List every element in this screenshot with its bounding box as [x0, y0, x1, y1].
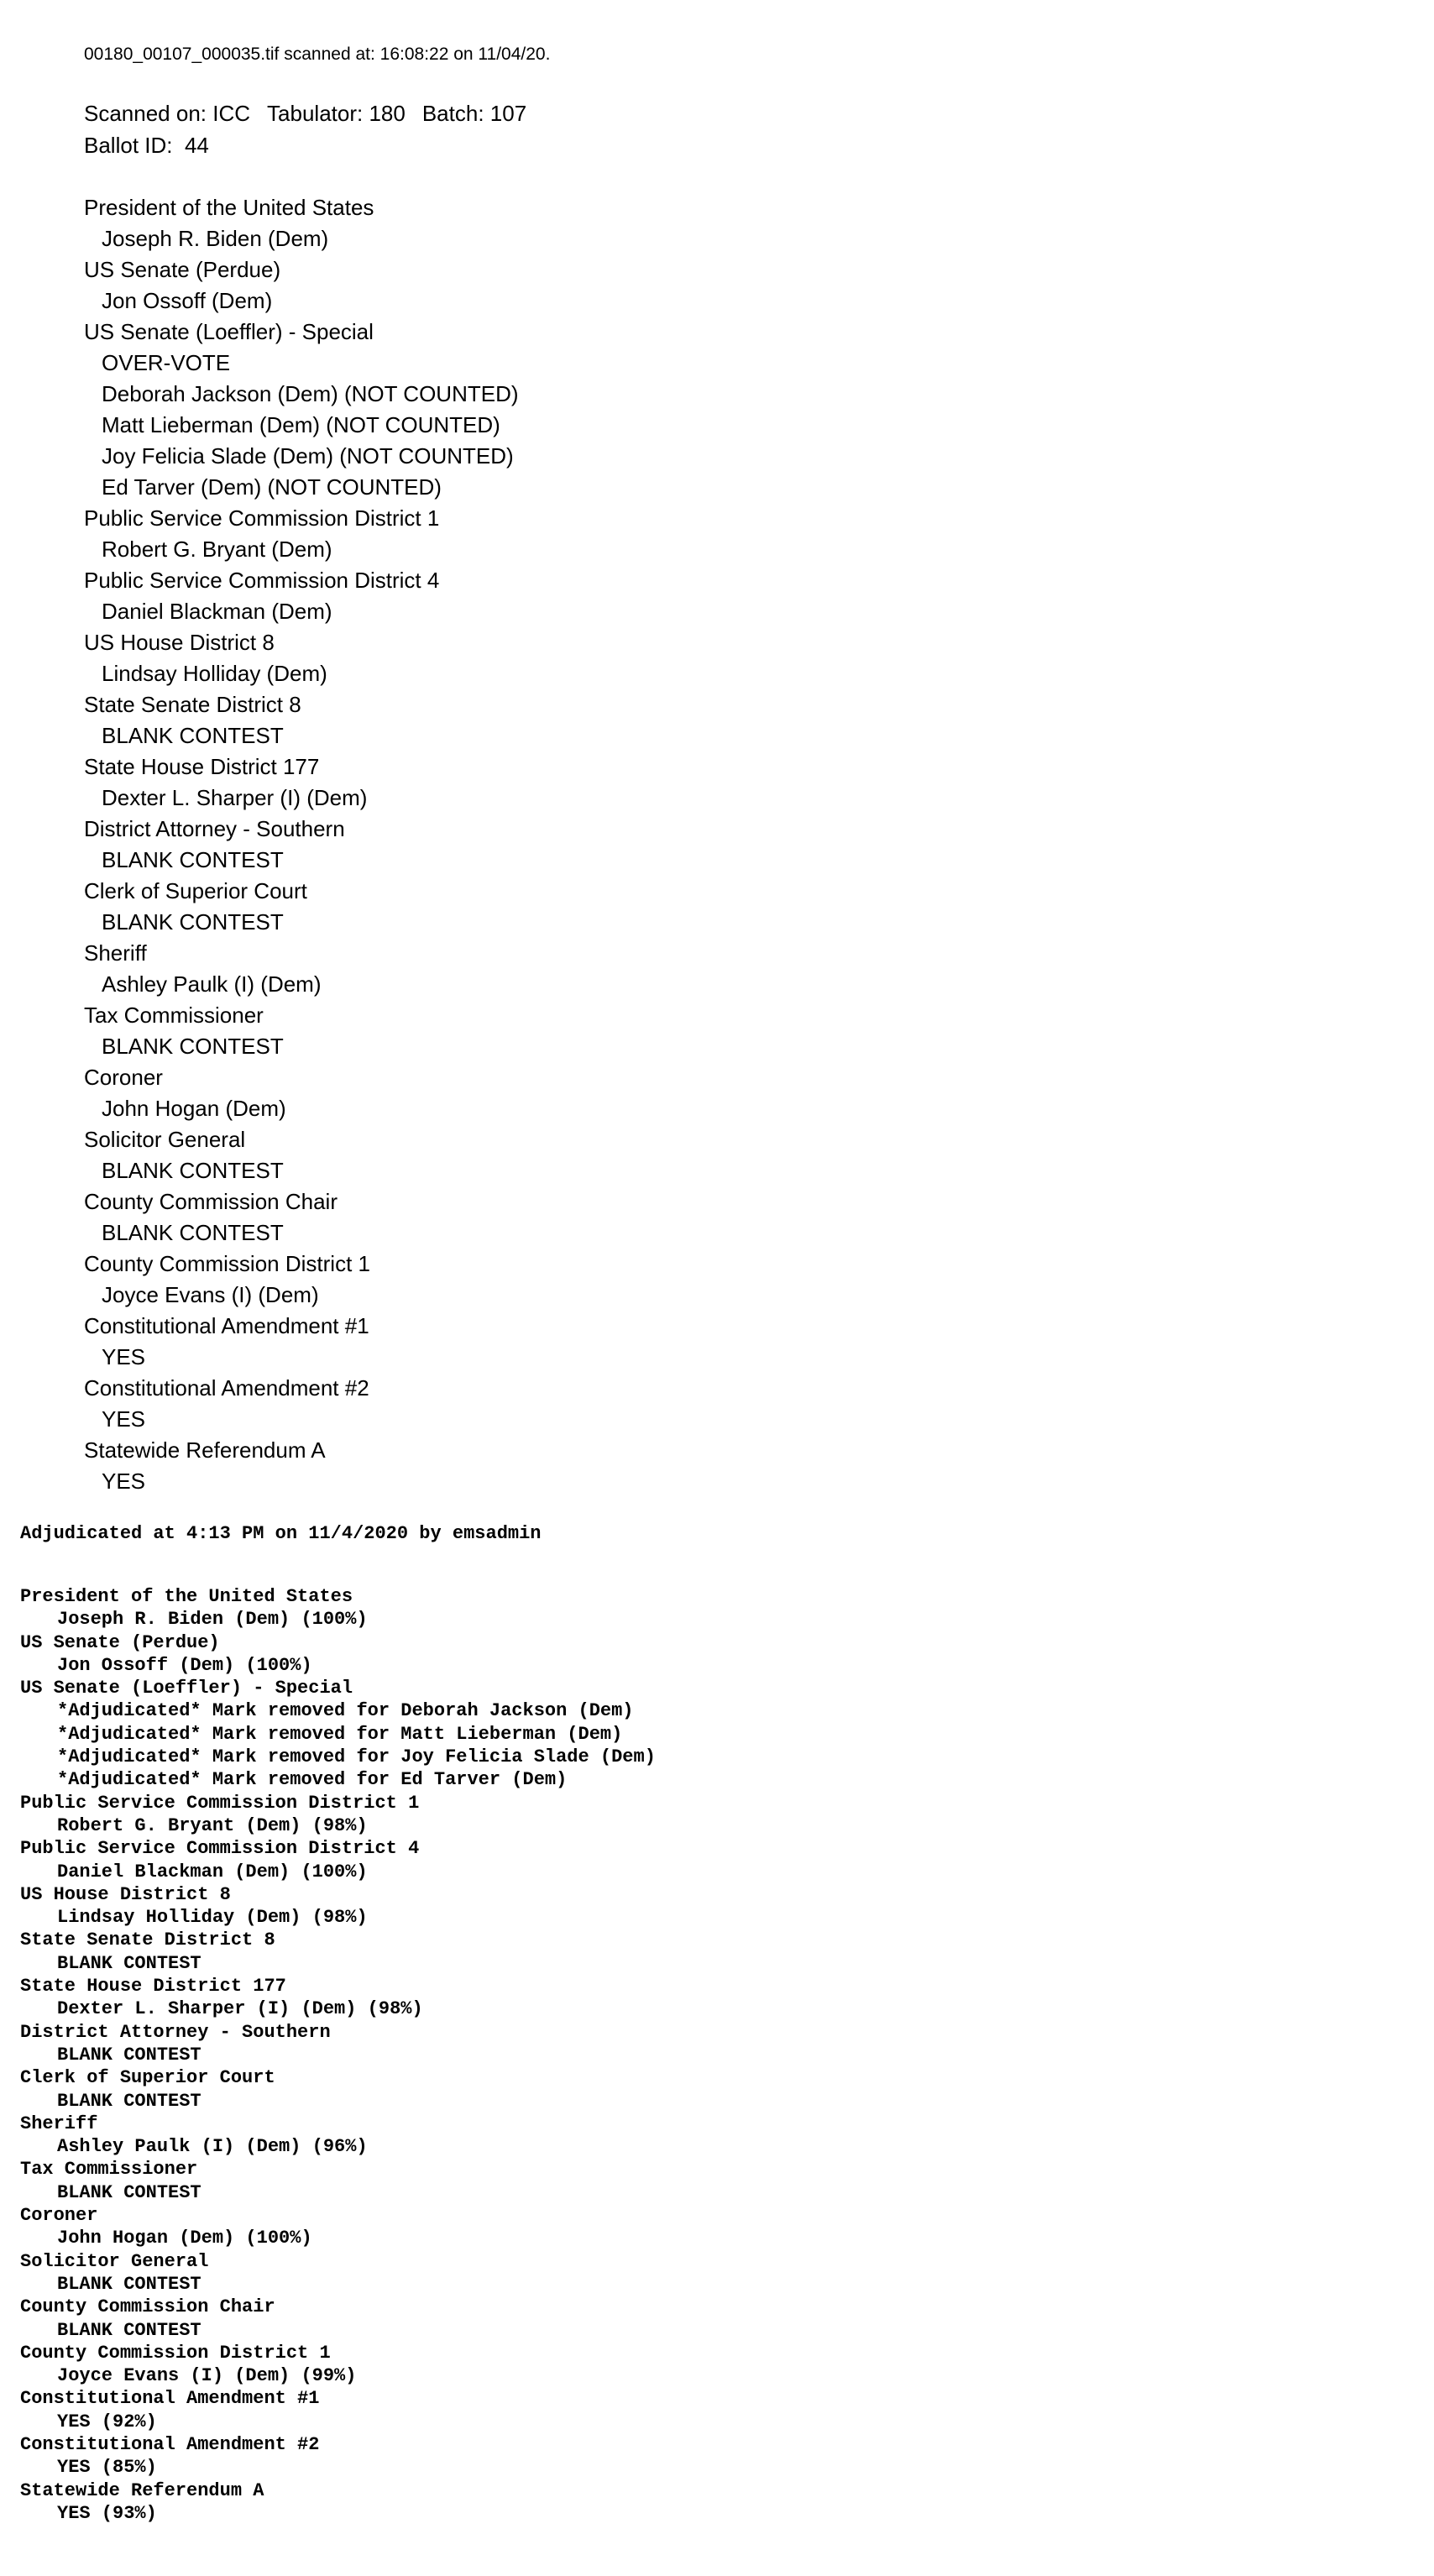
adjudication-contest-choice: BLANK CONTEST: [57, 2090, 201, 2112]
scan-contest-choice: Robert G. Bryant (Dem): [102, 537, 332, 562]
scan-contest-choice: Daniel Blackman (Dem): [102, 599, 332, 624]
scan-contest-name: Solicitor General: [84, 1127, 246, 1152]
adjudication-contest-choice: Joseph R. Biden (Dem) (100%): [57, 1609, 368, 1631]
adjudication-contest-name: Constitutional Amendment #1: [20, 2388, 320, 2410]
adjudication-contest-choice: *Adjudicated* Mark removed for Joy Felicia Slade (Dem): [57, 1746, 656, 1768]
adjudication-contest-list: [20, 1585, 656, 2525]
adjudication-contest-choice: *Adjudicated* Mark removed for Matt Lieberman (Dem): [57, 1723, 623, 1745]
scanned-on-value: ICC: [212, 101, 251, 126]
adjudication-contest-name: US House District 8: [20, 1883, 231, 1905]
scan-contest-name: US House District 8: [84, 630, 275, 655]
scan-contest-choice: YES: [102, 1344, 146, 1369]
adjudication-contest-choice: *Adjudicated* Mark removed for Deborah Jackson (Dem): [57, 1700, 634, 1722]
adjudication-contest-name: District Attorney - Southern: [20, 2021, 331, 2043]
scan-contest-name: County Commission District 1: [84, 1251, 370, 1276]
scan-meta-line: [84, 97, 550, 129]
adjudication-contest-name: Constitutional Amendment #2: [20, 2433, 320, 2455]
scan-contest-choice: Lindsay Holliday (Dem): [102, 661, 327, 686]
scan-contest-choice: YES: [102, 1406, 146, 1432]
adjudication-contest-choice: Lindsay Holliday (Dem) (98%): [57, 1907, 368, 1929]
scan-contest-name: Constitutional Amendment #1: [84, 1313, 369, 1338]
adjudication-contest-choice: Robert G. Bryant (Dem) (98%): [57, 1814, 368, 1836]
scan-contest-name: Statewide Referendum A: [84, 1437, 326, 1463]
adjudication-contest-name: Public Service Commission District 1: [20, 1792, 420, 1814]
ballot-id-label: Ballot ID:: [84, 133, 173, 158]
adjudication-contest-choice: BLANK CONTEST: [57, 1952, 201, 1974]
scan-contest-choice: Ashley Paulk (I) (Dem): [102, 971, 322, 997]
scan-contest-name: US Senate (Perdue): [84, 257, 281, 282]
batch-label: Batch:: [421, 101, 484, 126]
adjudication-contest-name: State Senate District 8: [20, 1929, 275, 1951]
adjudication-contest-name: US Senate (Loeffler) - Special: [20, 1678, 353, 1699]
scan-contest-name: County Commission Chair: [84, 1189, 338, 1214]
scan-contest-choice: John Hogan (Dem): [102, 1096, 286, 1121]
adjudication-contest-choice: Ashley Paulk (I) (Dem) (96%): [57, 2136, 368, 2158]
batch-value: 107: [489, 101, 527, 126]
adjudication-contest-choice: BLANK CONTEST: [57, 2044, 201, 2066]
adjudication-header: Adjudicated at 4:13 PM on 11/4/2020 by emsadmin: [20, 1523, 542, 1544]
scan-contest-choice: BLANK CONTEST: [102, 1034, 284, 1059]
scan-contest-name: President of the United States: [84, 195, 374, 220]
scan-contest-choice: BLANK CONTEST: [102, 1220, 284, 1245]
ballot-id-line: [84, 129, 550, 161]
adjudication-contest-choice: BLANK CONTEST: [57, 2273, 201, 2295]
scan-contest-name: Coroner: [84, 1065, 163, 1090]
tabulator-label: Tabulator:: [267, 101, 364, 126]
scan-contest-name: Public Service Commission District 1: [84, 505, 440, 531]
adjudication-contest-name: Solicitor General: [20, 2250, 209, 2272]
adjudication-contest-choice: BLANK CONTEST: [57, 2319, 201, 2341]
adjudication-contest-name: US Senate (Perdue): [20, 1631, 220, 1653]
adjudication-contest-name: Sheriff: [20, 2113, 98, 2134]
adjudication-contest-name: Statewide Referendum A: [20, 2479, 264, 2501]
adjudication-contest-choice: Joyce Evans (I) (Dem) (99%): [57, 2365, 357, 2387]
adjudication-contest-choice: YES (93%): [57, 2502, 157, 2524]
adjudication-contest-choice: Dexter L. Sharper (I) (Dem) (98%): [57, 1998, 423, 2020]
scan-contest-name: Constitutional Amendment #2: [84, 1375, 369, 1401]
scan-contest-choice: BLANK CONTEST: [102, 1158, 284, 1183]
scan-contest-name: District Attorney - Southern: [84, 816, 345, 841]
adjudication-contest-choice: John Hogan (Dem) (100%): [57, 2228, 312, 2249]
scan-contest-name: Sheriff: [84, 940, 147, 966]
adjudication-contest-choice: BLANK CONTEST: [57, 2181, 201, 2203]
scan-contest-choice: OVER-VOTE: [102, 350, 231, 375]
ballot-id-value: 44: [184, 133, 209, 158]
scan-contest-name: State Senate District 8: [84, 692, 301, 717]
scan-contest-choice: YES: [102, 1469, 146, 1494]
scan-contest-choice: Ed Tarver (Dem) (NOT COUNTED): [102, 474, 442, 500]
adjudication-contest-name: President of the United States: [20, 1586, 353, 1607]
adjudication-contest-name: Tax Commissioner: [20, 2159, 198, 2181]
adjudication-contest-choice: YES (92%): [57, 2411, 157, 2432]
adjudication-contest-name: Public Service Commission District 4: [20, 1838, 420, 1860]
scan-contest-choice: Deborah Jackson (Dem) (NOT COUNTED): [102, 381, 519, 406]
adjudication-contest-choice: Daniel Blackman (Dem) (100%): [57, 1861, 368, 1882]
scan-contest-choice: BLANK CONTEST: [102, 723, 284, 748]
scan-contest-list: [84, 192, 550, 1497]
adjudication-contest-name: Coroner: [20, 2205, 98, 2227]
scan-contest-choice: Jon Ossoff (Dem): [102, 288, 273, 313]
scan-contest-name: State House District 177: [84, 754, 320, 779]
adjudication-section: [20, 1521, 656, 2525]
scanned-on-label: Scanned on:: [84, 101, 207, 126]
scan-contest-choice: Matt Lieberman (Dem) (NOT COUNTED): [102, 412, 500, 437]
scan-contest-name: US Senate (Loeffler) - Special: [84, 319, 374, 344]
tabulator-value: 180: [369, 101, 406, 126]
adjudication-contest-name: County Commission District 1: [20, 2342, 331, 2364]
scan-contest-choice: Joyce Evans (I) (Dem): [102, 1282, 319, 1307]
adjudication-contest-name: County Commission Chair: [20, 2296, 275, 2318]
scan-contest-name: Clerk of Superior Court: [84, 878, 307, 903]
adjudication-contest-name: State House District 177: [20, 1976, 286, 1997]
scan-contest-choice: Dexter L. Sharper (I) (Dem): [102, 785, 368, 810]
scan-contest-name: Tax Commissioner: [84, 1003, 264, 1028]
adjudication-contest-name: Clerk of Superior Court: [20, 2067, 275, 2089]
scan-contest-choice: Joseph R. Biden (Dem): [102, 226, 329, 251]
scan-section: [84, 42, 550, 1497]
scan-meta: [84, 97, 550, 161]
adjudication-contest-choice: Jon Ossoff (Dem) (100%): [57, 1654, 312, 1676]
adjudication-contest-choice: YES (85%): [57, 2457, 157, 2479]
scan-header: 00180_00107_000035.tif scanned at: 16:08:22 on 11/04/20.: [84, 45, 551, 64]
scan-contest-choice: Joy Felicia Slade (Dem) (NOT COUNTED): [102, 443, 514, 469]
scan-contest-name: Public Service Commission District 4: [84, 568, 440, 593]
scan-contest-choice: BLANK CONTEST: [102, 847, 284, 872]
scan-contest-choice: BLANK CONTEST: [102, 909, 284, 935]
adjudication-contest-choice: *Adjudicated* Mark removed for Ed Tarver (Dem): [57, 1769, 568, 1791]
